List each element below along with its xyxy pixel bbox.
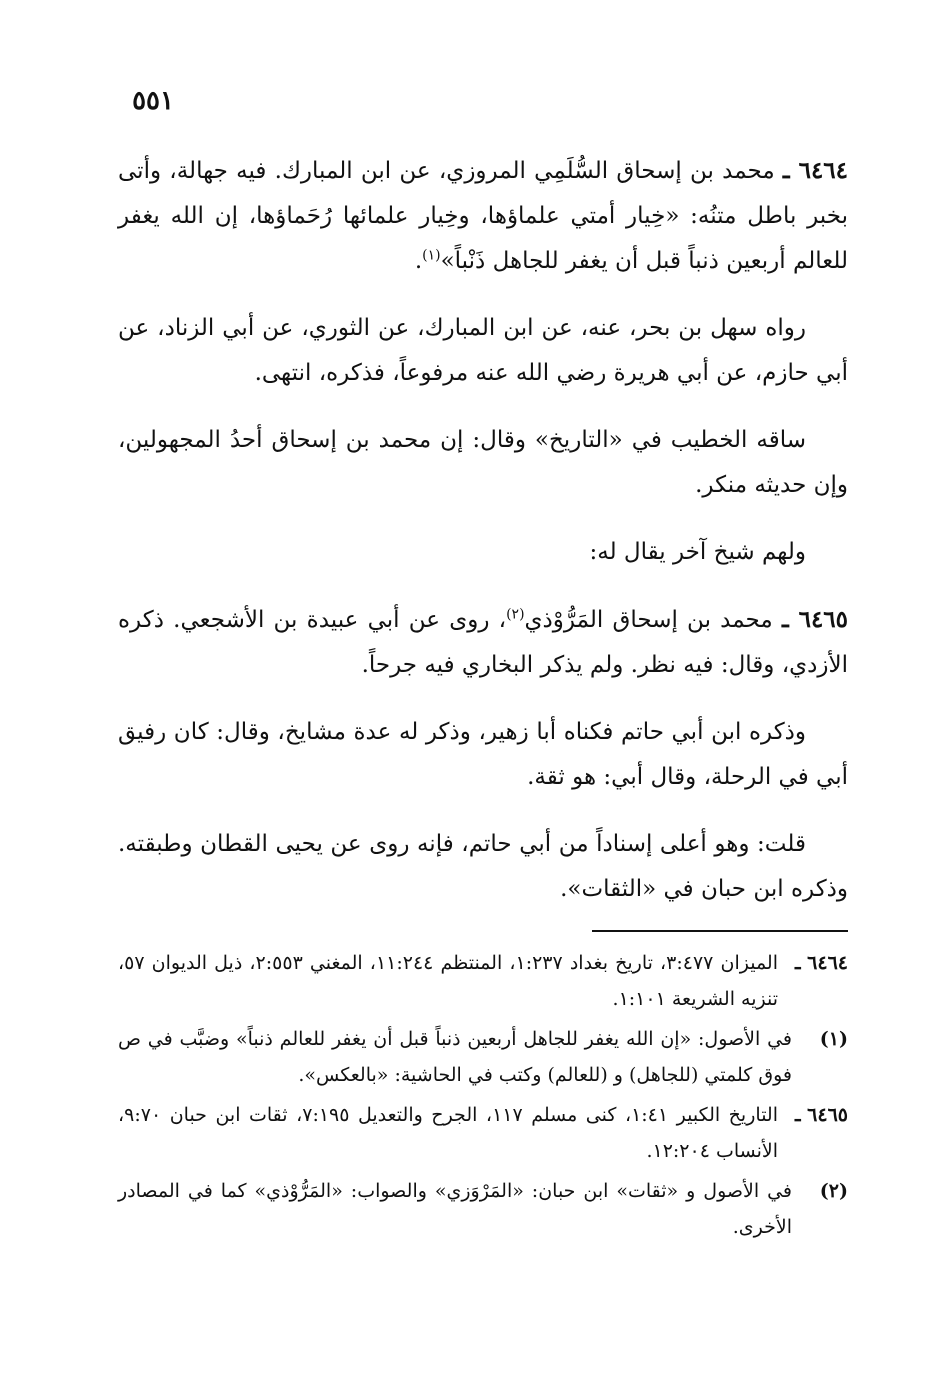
footnote-label: ٦٤٦٤ ـ	[794, 952, 848, 974]
paragraph-text: رواه سهل بن بحر، عنه، عن ابن المبارك، عن الثوري، عن أبي الزناد، عن أبي حازم، عن أبي هريرة رضي الله عنه مرفوعاً، فذكره، انتهى.	[118, 315, 848, 386]
footnote-label: (٢)	[819, 1180, 848, 1202]
entry-paragraph-6465	[118, 597, 848, 688]
entry-number: ٦٤٦٤ ـ	[782, 157, 849, 184]
entry-paragraph-6464	[118, 148, 848, 284]
footnotes	[118, 945, 848, 1249]
paragraph	[118, 710, 848, 800]
footnote-ref[interactable]: (٢)	[506, 606, 525, 623]
entry-text: محمد بن إسحاق السُّلَمِي المروزي، عن ابن المبارك. فيه جهالة، وأتى بخبر باطل متنُه: «خِيار أمتي علماؤها، وخِيار علمائها رُحَماؤها، إن الله يغفر للعالم أربعين ذنباً قبل أن يغفر للجاهل ذَنْباً»	[118, 158, 848, 274]
footnote-label: (١)	[819, 1028, 848, 1050]
footnote-item	[118, 1097, 848, 1169]
footnote-divider	[592, 930, 848, 932]
entry-text-continued: ، روى عن أبي عبيدة بن الأشجعي. ذكره الأزدي، وقال: فيه نظر. ولم يذكر البخاري فيه جرحاً.	[118, 607, 848, 678]
paragraph	[118, 822, 848, 912]
footnote-label: ٦٤٦٥ ـ	[794, 1104, 848, 1126]
footnote-item	[118, 1173, 848, 1245]
footnote-text: التاريخ الكبير ١:٤١، كنى مسلم ١١٧، الجرح والتعديل ٧:١٩٥، ثقات ابن حبان ٩:٧٠، الأنساب ١٢:٢٠٤.	[118, 1104, 778, 1162]
footnote-text: في الأصول و «ثقات» ابن حبان: «المَرْوَزي» والصواب: «المَرُّوْذي» كما في المصادر الأخرى.	[118, 1180, 792, 1238]
paragraph	[118, 418, 848, 508]
footnote-item	[118, 1021, 848, 1093]
entry-number: ٦٤٦٥ ـ	[781, 606, 849, 633]
footnote-ref[interactable]: (١)	[422, 247, 441, 264]
paragraph-text: ولهم شيخ آخر يقال له:	[589, 539, 806, 565]
footnote-text: الميزان ٣:٤٧٧، تاريخ بغداد ١:٢٣٧، المنتظم ١١:٢٤٤، المغني ٢:٥٥٣، ذيل الديوان ٥٧، تنزيه الشريعة ١:١٠١.	[118, 952, 779, 1010]
footnote-item	[118, 945, 848, 1017]
paragraph	[118, 306, 848, 396]
paragraph-text: قلت: وهو أعلى إسناداً من أبي حاتم، فإنه روى عن يحيى القطان وطبقته. وذكره ابن حبان في «الثقات».	[118, 831, 848, 902]
entry-text: محمد بن إسحاق المَرُّوْذي	[524, 607, 773, 633]
paragraph-text: وذكره ابن أبي حاتم فكناه أبا زهير، وذكر له عدة مشايخ، وقال: كان رفيق أبي في الرحلة، وقال أبي: هو ثقة.	[118, 719, 848, 790]
main-text	[118, 148, 848, 934]
entry-tail: .	[414, 248, 423, 274]
paragraph-text: ساقه الخطيب في «التاريخ» وقال: إن محمد بن إسحاق أحدُ المجهولين، وإن حديثه منكر.	[118, 427, 848, 498]
page-number: ٥٥١	[132, 86, 174, 116]
paragraph	[118, 530, 848, 575]
footnote-text: في الأصول: «إن الله يغفر للجاهل أربعين ذنباً قبل أن يغفر للعالم ذنباً» وضبَّب في ص فوق كلمتي (للجاهل) و (للعالم) وكتب في الحاشية: «بالعكس».	[118, 1028, 792, 1086]
